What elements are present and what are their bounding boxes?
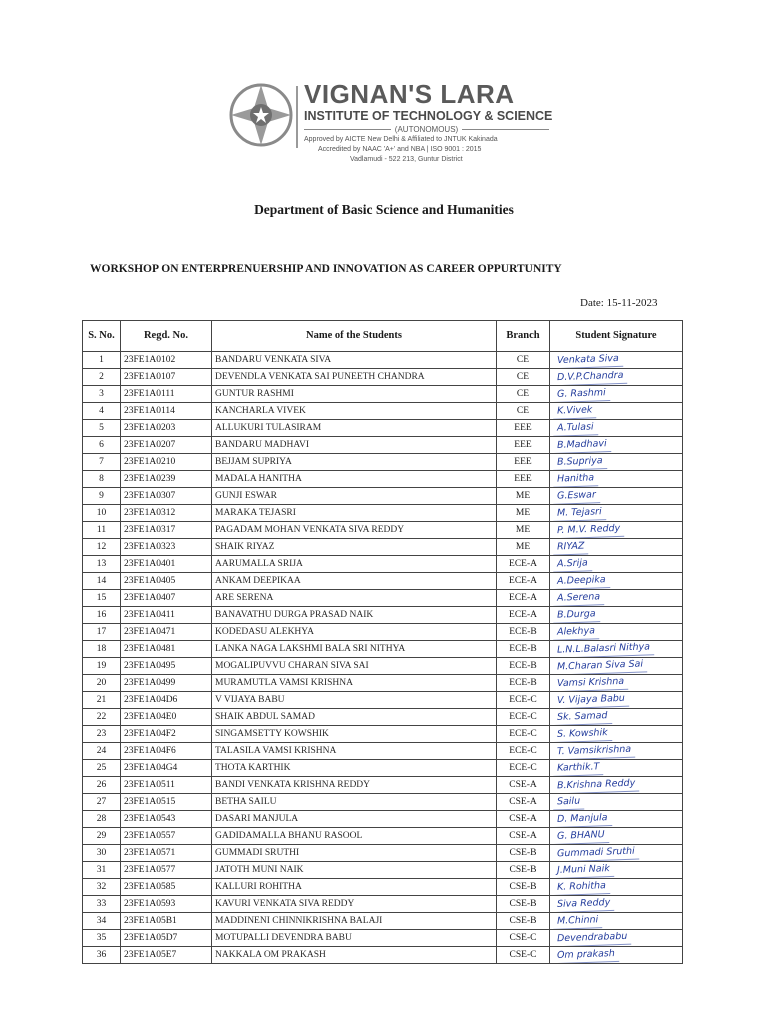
signature-cell bbox=[550, 641, 683, 658]
branch-cell: ECE-C bbox=[497, 760, 550, 777]
signature-cell bbox=[550, 879, 683, 896]
handwritten-signature: Gummadi Sruthi bbox=[553, 845, 639, 862]
regd-cell: 23FE1A0405 bbox=[121, 573, 212, 590]
header-divider bbox=[296, 86, 298, 148]
handwritten-signature: RIYAZ bbox=[553, 539, 589, 556]
sno-cell: 33 bbox=[83, 896, 121, 913]
handwritten-signature: A.Serena bbox=[553, 590, 605, 607]
signature-cell bbox=[550, 471, 683, 488]
student-name-cell: ALLUKURI TULASIRAM bbox=[212, 420, 497, 437]
sno-cell: 1 bbox=[83, 352, 121, 369]
table-row bbox=[83, 726, 683, 743]
student-name-cell: NAKKALA OM PRAKASH bbox=[212, 947, 497, 964]
branch-cell: CSE-B bbox=[497, 845, 550, 862]
table-row bbox=[83, 862, 683, 879]
sno-cell: 28 bbox=[83, 811, 121, 828]
branch-cell: CSE-A bbox=[497, 794, 550, 811]
signature-cell bbox=[550, 896, 683, 913]
sno-cell: 27 bbox=[83, 794, 121, 811]
regd-cell: 23FE1A0481 bbox=[121, 641, 212, 658]
handwritten-signature: Venkata Siva bbox=[553, 352, 623, 369]
institution-logo-icon bbox=[228, 82, 294, 148]
student-name-cell: BETHA SAILU bbox=[212, 794, 497, 811]
branch-cell: CSE-B bbox=[497, 879, 550, 896]
table-row bbox=[83, 794, 683, 811]
regd-cell: 23FE1A0317 bbox=[121, 522, 212, 539]
student-name-cell: ANKAM DEEPIKAA bbox=[212, 573, 497, 590]
col-header-regd: Regd. No. bbox=[121, 321, 212, 352]
sno-cell: 10 bbox=[83, 505, 121, 522]
table-row bbox=[83, 556, 683, 573]
student-name-cell: SHAIK ABDUL SAMAD bbox=[212, 709, 497, 726]
table-row bbox=[83, 760, 683, 777]
regd-cell: 23FE1A0511 bbox=[121, 777, 212, 794]
signature-cell bbox=[550, 454, 683, 471]
branch-cell: ECE-A bbox=[497, 573, 550, 590]
branch-cell: CSE-B bbox=[497, 896, 550, 913]
handwritten-signature: G. BHANU bbox=[553, 828, 609, 845]
sno-cell: 7 bbox=[83, 454, 121, 471]
col-header-sno: S. No. bbox=[83, 321, 121, 352]
sno-cell: 32 bbox=[83, 879, 121, 896]
branch-cell: ECE-A bbox=[497, 607, 550, 624]
table-row bbox=[83, 692, 683, 709]
table-row bbox=[83, 607, 683, 624]
regd-cell: 23FE1A0407 bbox=[121, 590, 212, 607]
handwritten-signature: T. Vamsikrishna bbox=[553, 743, 636, 760]
table-row bbox=[83, 403, 683, 420]
autonomous-label: (AUTONOMOUS) bbox=[304, 124, 549, 135]
sno-cell: 5 bbox=[83, 420, 121, 437]
sno-cell: 31 bbox=[83, 862, 121, 879]
table-row bbox=[83, 488, 683, 505]
handwritten-signature: D.V.P.Chandra bbox=[553, 369, 628, 386]
signature-cell bbox=[550, 947, 683, 964]
table-row bbox=[83, 369, 683, 386]
regd-cell: 23FE1A04F6 bbox=[121, 743, 212, 760]
handwritten-signature: B.Supriya bbox=[553, 454, 607, 471]
regd-cell: 23FE1A0323 bbox=[121, 539, 212, 556]
branch-cell: CE bbox=[497, 403, 550, 420]
handwritten-signature: Devendrababu bbox=[553, 930, 632, 947]
sno-cell: 8 bbox=[83, 471, 121, 488]
branch-cell: EEE bbox=[497, 437, 550, 454]
address-text: Vadlamudi - 522 213, Guntur District bbox=[350, 156, 463, 163]
signature-cell bbox=[550, 386, 683, 403]
table-row bbox=[83, 522, 683, 539]
signature-cell bbox=[550, 573, 683, 590]
regd-cell: 23FE1A0577 bbox=[121, 862, 212, 879]
branch-cell: CSE-A bbox=[497, 828, 550, 845]
regd-cell: 23FE1A0312 bbox=[121, 505, 212, 522]
signature-cell bbox=[550, 369, 683, 386]
student-name-cell: KANCHARLA VIVEK bbox=[212, 403, 497, 420]
branch-cell: ME bbox=[497, 488, 550, 505]
table-row bbox=[83, 777, 683, 794]
handwritten-signature: Om prakash bbox=[553, 947, 619, 964]
institution-name: VIGNAN'S LARA bbox=[304, 79, 515, 109]
handwritten-signature: M.Chinni bbox=[553, 913, 603, 930]
handwritten-signature: Sk. Samad bbox=[553, 709, 612, 726]
student-name-cell: BANDARU VENKATA SIVA bbox=[212, 352, 497, 369]
regd-cell: 23FE1A04E0 bbox=[121, 709, 212, 726]
table-row bbox=[83, 505, 683, 522]
table-row bbox=[83, 811, 683, 828]
signature-cell bbox=[550, 692, 683, 709]
sno-cell: 22 bbox=[83, 709, 121, 726]
regd-cell: 23FE1A0111 bbox=[121, 386, 212, 403]
signature-cell bbox=[550, 437, 683, 454]
regd-cell: 23FE1A0114 bbox=[121, 403, 212, 420]
attendance-table bbox=[82, 320, 683, 964]
regd-cell: 23FE1A0411 bbox=[121, 607, 212, 624]
workshop-title: WORKSHOP ON ENTERPRENUERSHIP AND INNOVATION AS CAREER OPPURTUNITY bbox=[90, 263, 562, 275]
branch-cell: ECE-B bbox=[497, 658, 550, 675]
student-name-cell: THOTA KARTHIK bbox=[212, 760, 497, 777]
handwritten-signature: G. Rashmi bbox=[553, 386, 610, 403]
branch-cell: CE bbox=[497, 369, 550, 386]
handwritten-signature: A.Srija bbox=[553, 556, 592, 573]
handwritten-signature: S. Kowshik bbox=[553, 726, 612, 743]
accreditation-text: Accredited by NAAC 'A+' and NBA | ISO 9001 : 2015 bbox=[318, 146, 482, 153]
handwritten-signature: B.Durga bbox=[553, 607, 600, 624]
handwritten-signature: K.Vivek bbox=[553, 403, 597, 420]
table-row bbox=[83, 386, 683, 403]
branch-cell: ECE-B bbox=[497, 641, 550, 658]
signature-cell bbox=[550, 862, 683, 879]
handwritten-signature: V. Vijaya Babu bbox=[553, 692, 629, 709]
regd-cell: 23FE1A05E7 bbox=[121, 947, 212, 964]
regd-cell: 23FE1A0102 bbox=[121, 352, 212, 369]
sno-cell: 26 bbox=[83, 777, 121, 794]
table-row bbox=[83, 709, 683, 726]
signature-cell bbox=[550, 777, 683, 794]
signature-cell bbox=[550, 420, 683, 437]
handwritten-signature: B.Madhavi bbox=[553, 437, 611, 454]
table-row bbox=[83, 471, 683, 488]
student-name-cell: GUMMADI SRUTHI bbox=[212, 845, 497, 862]
handwritten-signature: G.Eswar bbox=[553, 488, 600, 505]
signature-cell bbox=[550, 930, 683, 947]
student-name-cell: KODEDASU ALEKHYA bbox=[212, 624, 497, 641]
col-header-branch: Branch bbox=[497, 321, 550, 352]
regd-cell: 23FE1A0495 bbox=[121, 658, 212, 675]
table-row bbox=[83, 624, 683, 641]
student-name-cell: LANKA NAGA LAKSHMI BALA SRI NITHYA bbox=[212, 641, 497, 658]
sno-cell: 29 bbox=[83, 828, 121, 845]
department-title: Department of Basic Science and Humanities bbox=[254, 202, 514, 217]
student-name-cell: DEVENDLA VENKATA SAI PUNEETH CHANDRA bbox=[212, 369, 497, 386]
student-name-cell: MOTUPALLI DEVENDRA BABU bbox=[212, 930, 497, 947]
regd-cell: 23FE1A05D7 bbox=[121, 930, 212, 947]
table-row bbox=[83, 437, 683, 454]
sno-cell: 17 bbox=[83, 624, 121, 641]
sno-cell: 16 bbox=[83, 607, 121, 624]
handwritten-signature: B.Krishna Reddy bbox=[553, 777, 640, 794]
regd-cell: 23FE1A05B1 bbox=[121, 913, 212, 930]
signature-cell bbox=[550, 743, 683, 760]
sno-cell: 25 bbox=[83, 760, 121, 777]
student-name-cell: MADDINENI CHINNIKRISHNA BALAJI bbox=[212, 913, 497, 930]
handwritten-signature: K. Rohitha bbox=[553, 879, 610, 896]
signature-cell bbox=[550, 624, 683, 641]
sno-cell: 14 bbox=[83, 573, 121, 590]
signature-cell bbox=[550, 403, 683, 420]
sno-cell: 19 bbox=[83, 658, 121, 675]
branch-cell: CSE-C bbox=[497, 947, 550, 964]
signature-cell bbox=[550, 828, 683, 845]
regd-cell: 23FE1A0593 bbox=[121, 896, 212, 913]
handwritten-signature: M. Tejasri bbox=[553, 505, 606, 522]
sno-cell: 9 bbox=[83, 488, 121, 505]
table-row bbox=[83, 930, 683, 947]
branch-cell: ME bbox=[497, 505, 550, 522]
signature-cell bbox=[550, 505, 683, 522]
sno-cell: 34 bbox=[83, 913, 121, 930]
regd-cell: 23FE1A0107 bbox=[121, 369, 212, 386]
handwritten-signature: P. M.V. Reddy bbox=[553, 522, 625, 539]
branch-cell: ECE-B bbox=[497, 675, 550, 692]
table-row bbox=[83, 896, 683, 913]
table-row bbox=[83, 743, 683, 760]
student-name-cell: JATOTH MUNI NAIK bbox=[212, 862, 497, 879]
attendance-rows bbox=[83, 352, 683, 964]
table-row bbox=[83, 641, 683, 658]
signature-cell bbox=[550, 590, 683, 607]
table-row bbox=[83, 573, 683, 590]
signature-cell bbox=[550, 607, 683, 624]
regd-cell: 23FE1A0239 bbox=[121, 471, 212, 488]
regd-cell: 23FE1A0571 bbox=[121, 845, 212, 862]
sno-cell: 2 bbox=[83, 369, 121, 386]
regd-cell: 23FE1A0210 bbox=[121, 454, 212, 471]
handwritten-signature: A.Deepika bbox=[553, 573, 610, 590]
signature-cell bbox=[550, 845, 683, 862]
handwritten-signature: Vamsi Krishna bbox=[553, 675, 629, 692]
branch-cell: CSE-A bbox=[497, 777, 550, 794]
sno-cell: 13 bbox=[83, 556, 121, 573]
student-name-cell: BANDI VENKATA KRISHNA REDDY bbox=[212, 777, 497, 794]
sno-cell: 4 bbox=[83, 403, 121, 420]
sno-cell: 20 bbox=[83, 675, 121, 692]
sno-cell: 15 bbox=[83, 590, 121, 607]
table-row bbox=[83, 845, 683, 862]
student-name-cell: DASARI MANJULA bbox=[212, 811, 497, 828]
student-name-cell: BANAVATHU DURGA PRASAD NAIK bbox=[212, 607, 497, 624]
signature-cell bbox=[550, 811, 683, 828]
regd-cell: 23FE1A0207 bbox=[121, 437, 212, 454]
regd-cell: 23FE1A0471 bbox=[121, 624, 212, 641]
regd-cell: 23FE1A0401 bbox=[121, 556, 212, 573]
table-row bbox=[83, 590, 683, 607]
table-row bbox=[83, 454, 683, 471]
handwritten-signature: J.Muni Naik bbox=[553, 862, 614, 879]
sno-cell: 24 bbox=[83, 743, 121, 760]
col-header-name: Name of the Students bbox=[212, 321, 497, 352]
regd-cell: 23FE1A04F2 bbox=[121, 726, 212, 743]
student-name-cell: KALLURI ROHITHA bbox=[212, 879, 497, 896]
student-name-cell: MOGALIPUVVU CHARAN SIVA SAI bbox=[212, 658, 497, 675]
col-header-signature: Student Signature bbox=[550, 321, 683, 352]
branch-cell: EEE bbox=[497, 420, 550, 437]
branch-cell: ECE-C bbox=[497, 726, 550, 743]
branch-cell: ME bbox=[497, 522, 550, 539]
signature-cell bbox=[550, 760, 683, 777]
branch-cell: CSE-A bbox=[497, 811, 550, 828]
handwritten-signature: Sailu bbox=[553, 794, 585, 811]
student-name-cell: BANDARU MADHAVI bbox=[212, 437, 497, 454]
signature-cell bbox=[550, 539, 683, 556]
student-name-cell: ARE SERENA bbox=[212, 590, 497, 607]
student-name-cell: BEJJAM SUPRIYA bbox=[212, 454, 497, 471]
table-row bbox=[83, 658, 683, 675]
sno-cell: 18 bbox=[83, 641, 121, 658]
branch-cell: EEE bbox=[497, 471, 550, 488]
handwritten-signature: Siva Reddy bbox=[553, 896, 615, 913]
regd-cell: 23FE1A0203 bbox=[121, 420, 212, 437]
regd-cell: 23FE1A0515 bbox=[121, 794, 212, 811]
signature-cell bbox=[550, 556, 683, 573]
handwritten-signature: Hanitha bbox=[553, 471, 599, 488]
regd-cell: 23FE1A0499 bbox=[121, 675, 212, 692]
handwritten-signature: Alekhya bbox=[553, 624, 599, 641]
signature-cell bbox=[550, 794, 683, 811]
institution-header bbox=[228, 79, 553, 180]
handwritten-signature: A.Tulasi bbox=[553, 420, 598, 437]
student-name-cell: MURAMUTLA VAMSI KRISHNA bbox=[212, 675, 497, 692]
signature-cell bbox=[550, 726, 683, 743]
student-name-cell: KAVURI VENKATA SIVA REDDY bbox=[212, 896, 497, 913]
regd-cell: 23FE1A0585 bbox=[121, 879, 212, 896]
branch-cell: ECE-B bbox=[497, 624, 550, 641]
student-name-cell: SHAIK RIYAZ bbox=[212, 539, 497, 556]
student-name-cell: GUNJI ESWAR bbox=[212, 488, 497, 505]
table-row bbox=[83, 352, 683, 369]
student-name-cell: GUNTUR RASHMI bbox=[212, 386, 497, 403]
handwritten-signature: Karthik.T bbox=[553, 760, 604, 777]
branch-cell: CE bbox=[497, 386, 550, 403]
student-name-cell: TALASILA VAMSI KRISHNA bbox=[212, 743, 497, 760]
signature-cell bbox=[550, 522, 683, 539]
signature-cell bbox=[550, 488, 683, 505]
institution-subtitle: INSTITUTE OF TECHNOLOGY & SCIENCE bbox=[304, 109, 553, 123]
branch-cell: CSE-B bbox=[497, 913, 550, 930]
student-name-cell: PAGADAM MOHAN VENKATA SIVA REDDY bbox=[212, 522, 497, 539]
table-row bbox=[83, 828, 683, 845]
table-row bbox=[83, 879, 683, 896]
table-header-row bbox=[83, 321, 683, 352]
signature-cell bbox=[550, 675, 683, 692]
signature-cell bbox=[550, 352, 683, 369]
sno-cell: 23 bbox=[83, 726, 121, 743]
regd-cell: 23FE1A0307 bbox=[121, 488, 212, 505]
table-row bbox=[83, 675, 683, 692]
student-name-cell: MADALA HANITHA bbox=[212, 471, 497, 488]
branch-cell: ECE-C bbox=[497, 709, 550, 726]
sno-cell: 36 bbox=[83, 947, 121, 964]
regd-cell: 23FE1A04D6 bbox=[121, 692, 212, 709]
signature-cell bbox=[550, 658, 683, 675]
student-name-cell: MARAKA TEJASRI bbox=[212, 505, 497, 522]
sno-cell: 3 bbox=[83, 386, 121, 403]
branch-cell: EEE bbox=[497, 454, 550, 471]
sno-cell: 21 bbox=[83, 692, 121, 709]
table-row bbox=[83, 420, 683, 437]
branch-cell: ECE-A bbox=[497, 556, 550, 573]
branch-cell: ECE-C bbox=[497, 692, 550, 709]
institution-brand bbox=[304, 79, 553, 165]
student-name-cell: GADIDAMALLA BHANU RASOOL bbox=[212, 828, 497, 845]
branch-cell: CSE-C bbox=[497, 930, 550, 947]
student-name-cell: V VIJAYA BABU bbox=[212, 692, 497, 709]
table-row bbox=[83, 913, 683, 930]
branch-cell: ECE-C bbox=[497, 743, 550, 760]
student-name-cell: SINGAMSETTY KOWSHIK bbox=[212, 726, 497, 743]
sno-cell: 11 bbox=[83, 522, 121, 539]
approval-text: Approved by AICTE New Delhi & Affiliated to JNTUK Kakinada bbox=[304, 136, 498, 143]
branch-cell: CE bbox=[497, 352, 550, 369]
regd-cell: 23FE1A04G4 bbox=[121, 760, 212, 777]
table-row bbox=[83, 539, 683, 556]
signature-cell bbox=[550, 709, 683, 726]
sno-cell: 12 bbox=[83, 539, 121, 556]
branch-cell: ME bbox=[497, 539, 550, 556]
handwritten-signature: D. Manjula bbox=[553, 811, 612, 828]
table-row bbox=[83, 947, 683, 964]
student-name-cell: AARUMALLA SRIJA bbox=[212, 556, 497, 573]
regd-cell: 23FE1A0543 bbox=[121, 811, 212, 828]
handwritten-signature: L.N.L.Balasri Nithya bbox=[553, 641, 655, 658]
signature-cell bbox=[550, 913, 683, 930]
regd-cell: 23FE1A0557 bbox=[121, 828, 212, 845]
date-label: Date: 15-11-2023 bbox=[580, 297, 658, 309]
sno-cell: 6 bbox=[83, 437, 121, 454]
sno-cell: 30 bbox=[83, 845, 121, 862]
sno-cell: 35 bbox=[83, 930, 121, 947]
branch-cell: ECE-A bbox=[497, 590, 550, 607]
handwritten-signature: M.Charan Siva Sai bbox=[553, 658, 648, 675]
branch-cell: CSE-B bbox=[497, 862, 550, 879]
